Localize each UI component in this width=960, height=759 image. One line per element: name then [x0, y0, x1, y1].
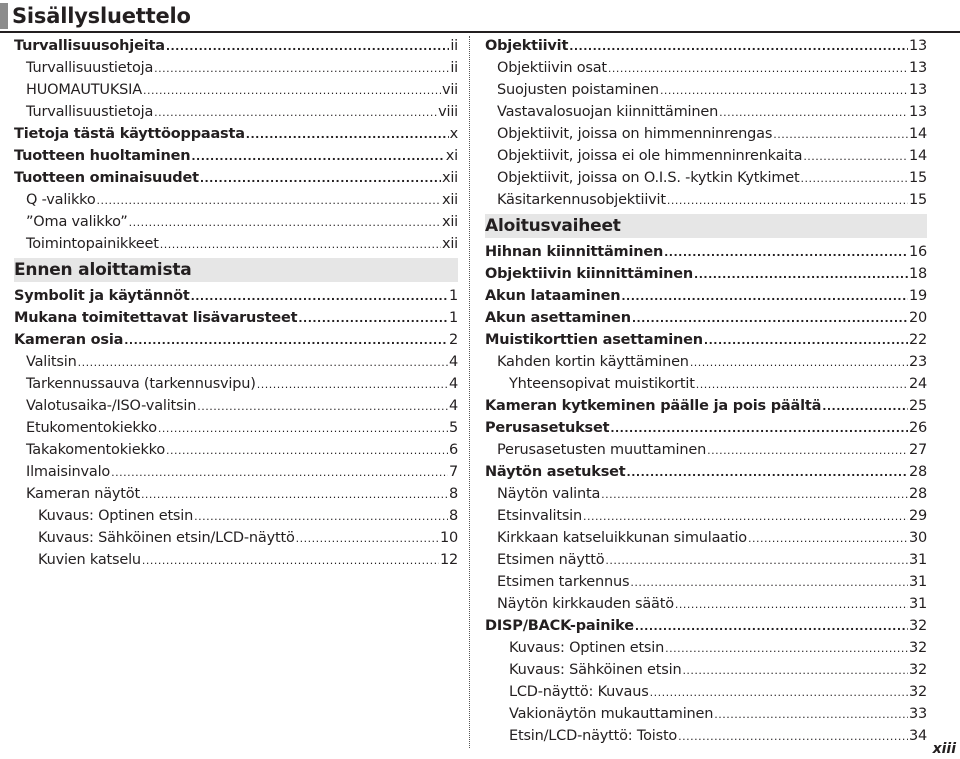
- toc-entry-title: Takakomentokiekko: [26, 442, 166, 458]
- toc-entry[interactable]: [485, 35, 927, 57]
- toc-leader-dots: [583, 506, 908, 528]
- toc-page-number: 22: [908, 332, 927, 348]
- column-divider: [469, 36, 470, 748]
- toc-entry-title: Hihnan kiinnittäminen: [485, 244, 664, 260]
- toc-leader-dots: [719, 102, 908, 124]
- toc-entry-title: Kameran osia: [14, 332, 124, 348]
- toc-page-number: 4: [448, 398, 458, 414]
- toc-leader-dots: [610, 418, 908, 440]
- toc-entry[interactable]: [14, 35, 458, 57]
- toc-entry-title: Objektiivit, joissa ei ole himmenninrenkaita: [497, 148, 803, 164]
- toc-leader-dots: [773, 124, 908, 146]
- toc-entry-title: Tuotteen ominaisuudet: [14, 170, 199, 186]
- toc-leader-dots: [197, 396, 448, 418]
- toc-entry-title: Mukana toimitettavat lisävarusteet: [14, 310, 298, 326]
- toc-leader-dots: [191, 146, 444, 168]
- toc-entry-title: Valitsin: [26, 354, 77, 370]
- toc-entry-title: Kahden kortin käyttäminen: [497, 354, 689, 370]
- toc-leader-dots: [97, 190, 441, 212]
- toc-entry-title: HUOMAUTUKSIA: [26, 82, 142, 98]
- toc-entry[interactable]: [485, 189, 927, 211]
- toc-page-number: 7: [448, 464, 458, 480]
- toc-entry-title: Tietoja tästä käyttöoppaasta: [14, 126, 245, 142]
- toc-entry[interactable]: [485, 593, 927, 615]
- toc-entry[interactable]: [14, 57, 458, 79]
- toc-leader-dots: [166, 440, 448, 462]
- toc-leader-dots: [694, 264, 908, 286]
- toc-leader-dots: [800, 168, 907, 190]
- toc-page-number: 33: [908, 706, 927, 722]
- toc-entry[interactable]: [14, 373, 458, 395]
- toc-entry[interactable]: [14, 211, 458, 233]
- toc-entry-title: Tarkennussauva (tarkennusvipu): [26, 376, 256, 392]
- toc-leader-dots: [650, 682, 908, 704]
- toc-leader-dots: [296, 528, 439, 550]
- page-title-text: Sisällysluettelo: [12, 4, 191, 28]
- toc-entry-title: Vastavalosuojan kiinnittäminen: [497, 104, 719, 120]
- toc-entry-title: Symbolit ja käytännöt: [14, 288, 190, 304]
- toc-entry-title: ”Oma valikko”: [26, 214, 128, 230]
- toc-entry[interactable]: [485, 57, 927, 79]
- toc-entry[interactable]: [485, 79, 927, 101]
- toc-entry-title: Turvallisuustietoja: [26, 104, 154, 120]
- toc-page-number: 4: [448, 376, 458, 392]
- toc-leader-dots: [608, 58, 908, 80]
- toc-page-number: xii: [441, 236, 458, 252]
- toc-entry[interactable]: [485, 571, 927, 593]
- toc-entry[interactable]: [485, 351, 927, 373]
- toc-leader-dots: [191, 286, 448, 308]
- toc-leader-dots: [160, 234, 441, 256]
- toc-page-number: 1: [448, 288, 458, 304]
- section-header: Aloitusvaiheet: [485, 214, 927, 238]
- toc-entry[interactable]: [14, 329, 458, 351]
- toc-leader-dots: [605, 550, 908, 572]
- toc-entry[interactable]: [485, 549, 927, 571]
- toc-entry-title: Turvallisuustietoja: [26, 60, 154, 76]
- toc-leader-dots: [154, 58, 449, 80]
- toc-entry[interactable]: [485, 483, 927, 505]
- toc-entry-title: Kuvien katselu: [38, 552, 141, 568]
- toc-entry-title: Objektiivin kiinnittäminen: [485, 266, 694, 282]
- toc-leader-dots: [601, 484, 908, 506]
- toc-entry[interactable]: [485, 373, 927, 395]
- toc-page-number: 30: [908, 530, 927, 546]
- toc-entry-title: Ilmaisinvalo: [26, 464, 111, 480]
- toc-entry[interactable]: [14, 167, 458, 189]
- section-header: Ennen aloittamista: [14, 258, 458, 282]
- toc-entry[interactable]: [485, 417, 927, 439]
- toc-entry[interactable]: [14, 101, 458, 123]
- toc-entry[interactable]: [485, 659, 927, 681]
- toc-leader-dots: [660, 80, 908, 102]
- toc-left-column: [14, 35, 458, 571]
- toc-entry-title: Akun asettaminen: [485, 310, 631, 326]
- toc-leader-dots: [257, 374, 448, 396]
- toc-leader-dots: [154, 102, 437, 124]
- toc-entry-title: Kameran näytöt: [26, 486, 140, 502]
- toc-entry[interactable]: [485, 101, 927, 123]
- toc-page-number: 13: [908, 60, 927, 76]
- toc-entry-title: Toimintopainikkeet: [26, 236, 159, 252]
- toc-entry[interactable]: [14, 505, 458, 527]
- toc-leader-dots: [704, 330, 908, 352]
- toc-entry[interactable]: [485, 123, 927, 145]
- toc-entry[interactable]: [485, 285, 927, 307]
- toc-leader-dots: [707, 440, 908, 462]
- toc-page-number: 34: [908, 728, 927, 744]
- toc-entry[interactable]: [485, 307, 927, 329]
- toc-entry-title: Kameran kytkeminen päälle ja pois päältä: [485, 398, 822, 414]
- toc-entry[interactable]: [485, 145, 927, 167]
- toc-page-number: xii: [441, 192, 458, 208]
- toc-entry[interactable]: [14, 527, 458, 549]
- toc-entry-title: Perusasetukset: [485, 420, 610, 436]
- toc-entry-title: Objektiivit, joissa on O.I.S. -kytkin Kytkimet: [497, 170, 800, 186]
- toc-leader-dots: [665, 638, 908, 660]
- toc-right-column: [485, 35, 927, 747]
- toc-entry-title: Objektiivit: [485, 38, 569, 54]
- toc-entry-title: Näytön valinta: [497, 486, 601, 502]
- toc-leader-dots: [246, 124, 449, 146]
- toc-leader-dots: [111, 462, 448, 484]
- toc-entry[interactable]: [485, 527, 927, 549]
- toc-page-number: 19: [908, 288, 927, 304]
- toc-entry-title: Näytön asetukset: [485, 464, 626, 480]
- toc-entry[interactable]: [485, 439, 927, 461]
- toc-page-number: 13: [908, 82, 927, 98]
- toc-leader-dots: [129, 212, 441, 234]
- toc-page-number: 14: [908, 126, 927, 142]
- toc-page-number: 14: [908, 148, 927, 164]
- toc-leader-dots: [664, 242, 908, 264]
- toc-page-number: 28: [908, 464, 927, 480]
- toc-entry-title: Kuvaus: Optinen etsin: [38, 508, 194, 524]
- toc-page-number: 15: [908, 192, 927, 208]
- toc-leader-dots: [630, 572, 908, 594]
- toc-page-number: 32: [908, 684, 927, 700]
- toc-entry-title: Muistikorttien asettaminen: [485, 332, 703, 348]
- toc-entry[interactable]: [14, 145, 458, 167]
- toc-leader-dots: [667, 190, 908, 212]
- toc-page-number: xi: [445, 148, 458, 164]
- toc-entry-title: Etukomentokiekko: [26, 420, 157, 436]
- toc-entry-title: Kuvaus: Sähköinen etsin/LCD-näyttö: [38, 530, 295, 546]
- toc-page-number: ii: [450, 60, 458, 76]
- toc-page-number: 32: [908, 618, 927, 634]
- toc-page-number: 1: [448, 310, 458, 326]
- toc-entry-title: Käsitarkennusobjektiivit: [497, 192, 666, 208]
- toc-entry[interactable]: [14, 395, 458, 417]
- toc-entry[interactable]: [14, 123, 458, 145]
- toc-entry-title: Turvallisuusohjeita: [14, 38, 165, 54]
- toc-leader-dots: [124, 330, 448, 352]
- title-accent-bar: [0, 3, 8, 29]
- toc-page-number: 8: [448, 508, 458, 524]
- toc-leader-dots: [803, 146, 908, 168]
- toc-entry[interactable]: [485, 395, 927, 417]
- toc-page-number: 6: [448, 442, 458, 458]
- toc-entry-title: Suojusten poistaminen: [497, 82, 659, 98]
- toc-leader-dots: [714, 704, 908, 726]
- toc-leader-dots: [632, 308, 908, 330]
- toc-entry[interactable]: [14, 285, 458, 307]
- title-rule: [0, 31, 960, 33]
- toc-entry-title: Etsimen tarkennus: [497, 574, 630, 590]
- toc-entry-title: Q -valikko: [26, 192, 96, 208]
- toc-page-number: 25: [908, 398, 927, 414]
- toc-page-number: 16: [908, 244, 927, 260]
- toc-leader-dots: [569, 36, 908, 58]
- toc-leader-dots: [78, 352, 448, 374]
- toc-page-number: 12: [439, 552, 458, 568]
- toc-entry[interactable]: [485, 461, 927, 483]
- toc-entry[interactable]: [485, 615, 927, 637]
- toc-entry[interactable]: [14, 79, 458, 101]
- toc-leader-dots: [143, 80, 441, 102]
- toc-entry-title: Kuvaus: Sähköinen etsin: [509, 662, 682, 678]
- toc-entry[interactable]: [14, 189, 458, 211]
- toc-entry[interactable]: [485, 241, 927, 263]
- toc-entry[interactable]: [485, 725, 927, 747]
- toc-entry-title: Tuotteen huoltaminen: [14, 148, 191, 164]
- toc-entry[interactable]: [14, 549, 458, 571]
- toc-leader-dots: [621, 286, 908, 308]
- toc-page-number: 4: [448, 354, 458, 370]
- toc-entry-title: Objektiivit, joissa on himmenninrengas: [497, 126, 773, 142]
- toc-leader-dots: [298, 308, 448, 330]
- toc-entry-title: Vakionäytön mukauttaminen: [509, 706, 714, 722]
- page-number: xiii: [932, 741, 956, 757]
- toc-entry-title: LCD-näyttö: Kuvaus: [509, 684, 649, 700]
- toc-entry[interactable]: [485, 329, 927, 351]
- toc-entry-title: Valotusaika-/ISO-valitsin: [26, 398, 197, 414]
- toc-page-number: 31: [908, 574, 927, 590]
- toc-leader-dots: [690, 352, 908, 374]
- toc-page-number: 13: [908, 38, 927, 54]
- toc-leader-dots: [166, 36, 450, 58]
- toc-entry-title: Kirkkaan katseluikkunan simulaatio: [497, 530, 747, 546]
- toc-entry[interactable]: [14, 307, 458, 329]
- toc-leader-dots: [678, 726, 908, 748]
- toc-leader-dots: [141, 484, 448, 506]
- toc-entry-title: DISP/BACK-painike: [485, 618, 634, 634]
- toc-page-number: xii: [441, 170, 458, 186]
- toc-page-number: 8: [448, 486, 458, 502]
- toc-entry[interactable]: [14, 351, 458, 373]
- toc-page-number: 27: [908, 442, 927, 458]
- toc-page-number: 5: [448, 420, 458, 436]
- toc-entry[interactable]: [14, 483, 458, 505]
- toc-entry[interactable]: [14, 233, 458, 255]
- toc-page-number: vii: [441, 82, 458, 98]
- page-title: [0, 2, 960, 30]
- toc-page-number: xii: [441, 214, 458, 230]
- toc-leader-dots: [822, 396, 908, 418]
- toc-page-number: 13: [908, 104, 927, 120]
- toc-leader-dots: [675, 594, 908, 616]
- toc-page-number: 10: [439, 530, 458, 546]
- toc-entry[interactable]: [485, 703, 927, 725]
- toc-page-number: viii: [438, 104, 458, 120]
- toc-page-number: 28: [908, 486, 927, 502]
- toc-entry-title: Perusasetusten muuttaminen: [497, 442, 707, 458]
- toc-page-number: 24: [908, 376, 927, 392]
- toc-leader-dots: [158, 418, 448, 440]
- toc-page-number: 31: [908, 596, 927, 612]
- toc-leader-dots: [635, 616, 908, 638]
- toc-page-number: 18: [908, 266, 927, 282]
- toc-entry-title: Näytön kirkkauden säätö: [497, 596, 674, 612]
- toc-entry[interactable]: [14, 417, 458, 439]
- toc-entry-title: Kuvaus: Optinen etsin: [509, 640, 665, 656]
- toc-page-number: x: [449, 126, 458, 142]
- toc-page-number: 26: [908, 420, 927, 436]
- toc-entry[interactable]: [485, 637, 927, 659]
- toc-leader-dots: [696, 374, 908, 396]
- toc-page-number: 32: [908, 662, 927, 678]
- toc-entry-title: Etsinvalitsin: [497, 508, 583, 524]
- toc-entry-title: Akun lataaminen: [485, 288, 621, 304]
- toc-page-number: 31: [908, 552, 927, 568]
- toc-page-number: 32: [908, 640, 927, 656]
- toc-entry[interactable]: [485, 167, 927, 189]
- toc-entry-title: Objektiivin osat: [497, 60, 607, 76]
- toc-page-number: 29: [908, 508, 927, 524]
- toc-page-number: ii: [450, 38, 458, 54]
- toc-entry-title: Etsin/LCD-näyttö: Toisto: [509, 728, 678, 744]
- toc-entry[interactable]: [485, 505, 927, 527]
- toc-leader-dots: [200, 168, 441, 190]
- toc-page-number: 20: [908, 310, 927, 326]
- toc-entry-title: Etsimen näyttö: [497, 552, 605, 568]
- toc-entry[interactable]: [14, 439, 458, 461]
- toc-leader-dots: [194, 506, 448, 528]
- toc-entry[interactable]: [14, 461, 458, 483]
- toc-entry[interactable]: [485, 263, 927, 285]
- toc-page-number: 2: [448, 332, 458, 348]
- toc-leader-dots: [748, 528, 908, 550]
- toc-entry[interactable]: [485, 681, 927, 703]
- toc-page-number: 15: [908, 170, 927, 186]
- toc-entry-title: Yhteensopivat muistikortit: [509, 376, 695, 392]
- toc-leader-dots: [627, 462, 908, 484]
- toc-leader-dots: [142, 550, 439, 572]
- toc-leader-dots: [682, 660, 908, 682]
- toc-page-number: 23: [908, 354, 927, 370]
